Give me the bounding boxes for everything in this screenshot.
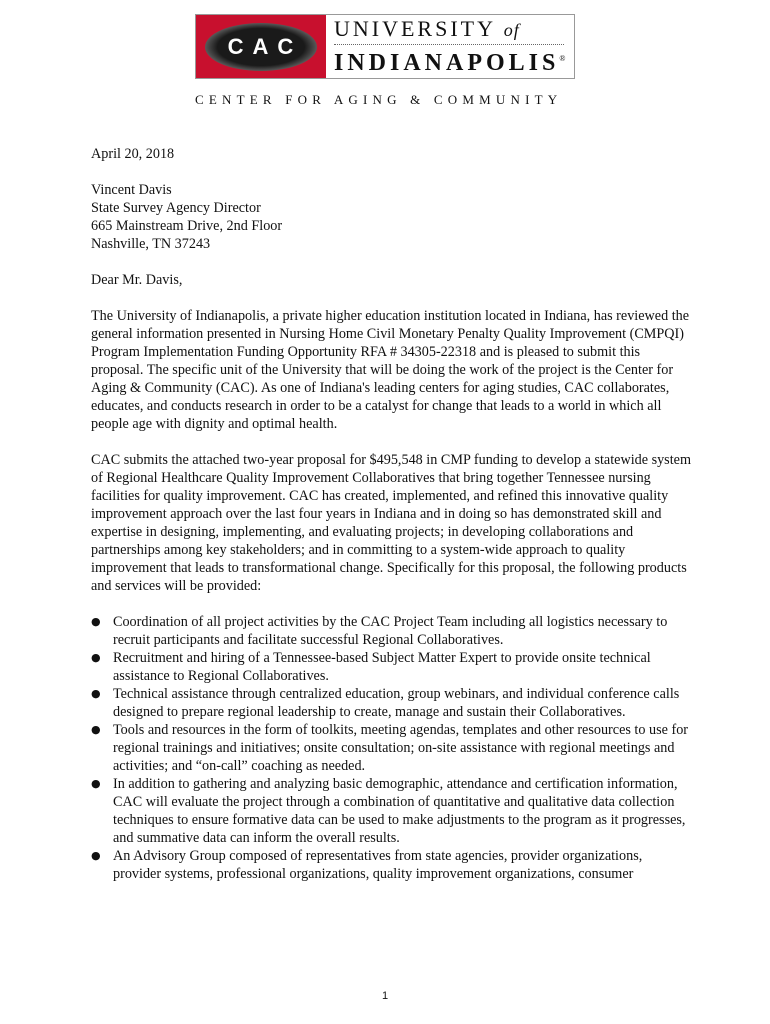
letter-body [91, 145, 691, 883]
recipient-name: Vincent Davis [91, 182, 172, 198]
list-item: ● Recruitment and hiring of a Tennessee-based Subject Matter Expert to provide onsite technical assistance to Regional Collaboratives. [91, 649, 691, 685]
list-item: ● In addition to gathering and analyzing basic demographic, attendance and certification information, CAC will evaluate the project through a combination of quantitative and qualitative data collection techniques to ensure formative data can be used to make adjustments to the program as it progresses, and summative data can inform the overall results. [91, 775, 691, 847]
university-logo [195, 14, 575, 79]
list-item: ● Coordination of all project activities by the CAC Project Team including all logistics necessary to recruit participants and facilitate successful Regional Collaboratives. [91, 613, 691, 649]
cac-logo-mark [205, 23, 317, 71]
list-item: ● An Advisory Group composed of representatives from state agencies, provider organizations, provider systems, professional organizations, quality improvement organizations, consumer [91, 847, 691, 883]
logo-line-indianapolis [334, 45, 574, 77]
page-number: 1 [381, 990, 389, 1002]
paragraph-intro: The University of Indianapolis, a private higher education institution located in Indiana, has reviewed the general information presented in Nursing Home Civil Monetary Penalty Quality Improvement (CMPQI) Program Implementation Funding Opportunity RFA # 34305-22318 and is pleased to submit this proposal. The specific unit of the University that will be doing the work of the project is the Center for Aging & Community (CAC). As one of Indiana's leading centers for aging studies, CAC collaborates, educates, and conducts research in order to be a catalyst for change that leads to a world in which all people age with dignity and optimal health. [91, 308, 690, 432]
logo-red-block [196, 15, 326, 78]
logo-cac-text: CAC [227, 33, 303, 59]
services-list [91, 613, 691, 883]
recipient-street: 665 Mainstream Drive, 2nd Floor [91, 218, 283, 234]
logo-registered-mark: ® [559, 54, 566, 63]
letter-date: April 20, 2018 [91, 146, 175, 162]
logo-line-university [334, 16, 574, 43]
salutation: Dear Mr. Davis, [91, 272, 183, 288]
logo-wordmark [326, 15, 574, 78]
paragraph-proposal: CAC submits the attached two-year proposal for $495,548 in CMP funding to develop a statewide system of Regional Healthcare Quality Improvement Collaboratives that bring together Tennessee nursing facilities for quality improvement. CAC has created, implemented, and refined this innovative quality improvement approach over the last four years in Indiana and in doing so has demonstrated skill and expertise in designing, implementing, and evaluating projects; in developing collaborations and partnerships among key stakeholders; and in committing to a system-wide approach to quality improvement that leads to transformational change. Specifically for this proposal, the following products and services will be provided: [91, 452, 691, 594]
logo-university-text: UNIVERSITY [334, 16, 496, 41]
list-item: ● Technical assistance through centralized education, group webinars, and individual conference calls designed to prepare regional leadership to create, manage and sustain their Collaboratives. [91, 685, 691, 721]
recipient-city: Nashville, TN 37243 [91, 236, 211, 252]
recipient-address [91, 181, 691, 253]
list-item: ● Tools and resources in the form of toolkits, meeting agendas, templates and other resources to use for regional trainings and initiatives; onsite consultation; on-site assistance with regional meetings and activities; and “on-call” coaching as needed. [91, 721, 691, 775]
logo-of-text: of [503, 20, 520, 40]
center-tagline: CENTER FOR AGING & COMMUNITY [195, 92, 563, 107]
logo-indianapolis-text: INDIANAPOLIS [334, 50, 560, 76]
recipient-title: State Survey Agency Director [91, 200, 261, 216]
